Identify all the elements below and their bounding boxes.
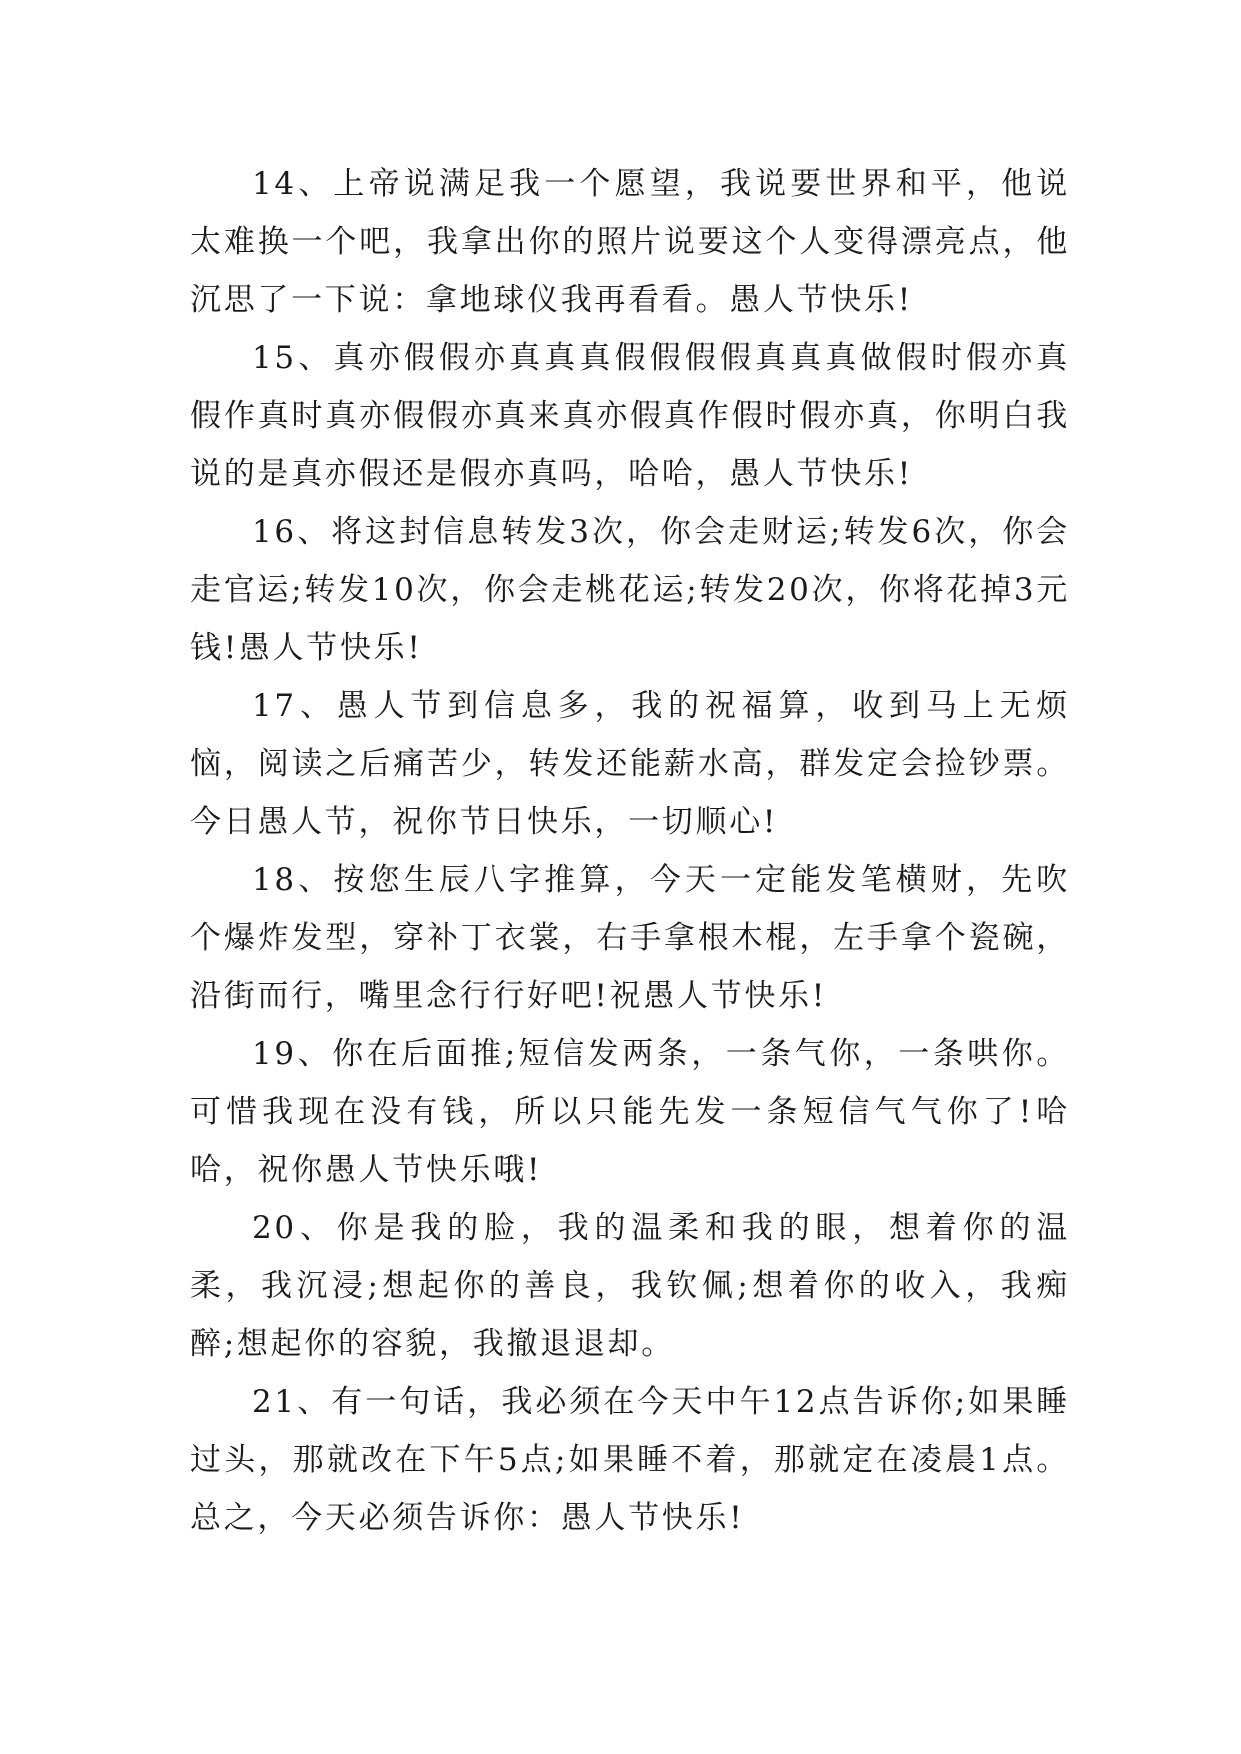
paragraph-15: 15、真亦假假亦真真真假假假假真真真做假时假亦真假作真时真亦假假亦真来真亦假真作假时假亦真，你明白我说的是真亦假还是假亦真吗，哈哈，愚人节快乐! (190, 340, 1070, 492)
paragraph-21: 21、有一句话，我必须在今天中午12点告诉你;如果睡过头，那就改在下午5点;如果睡不着，那就定在凌晨1点。总之，今天必须告诉你：愚人节快乐! (190, 1384, 1070, 1536)
document-body (190, 155, 1070, 1547)
paragraph-16: 16、将这封信息转发3次，你会走财运;转发6次，你会走官运;转发10次，你会走桃花运;转发20次，你将花掉3元钱!愚人节快乐! (190, 514, 1070, 666)
paragraph-17: 17、愚人节到信息多，我的祝福算，收到马上无烦恼，阅读之后痛苦少，转发还能薪水高，群发定会捡钞票。今日愚人节，祝你节日快乐，一切顺心! (190, 688, 1070, 840)
paragraph-18: 18、按您生辰八字推算，今天一定能发笔横财，先吹个爆炸发型，穿补丁衣裳，右手拿根木棍，左手拿个瓷碗，沿街而行，嘴里念行行好吧!祝愚人节快乐! (190, 862, 1070, 1014)
paragraph-19: 19、你在后面推;短信发两条，一条气你，一条哄你。可惜我现在没有钱，所以只能先发一条短信气气你了!哈哈，祝你愚人节快乐哦! (190, 1036, 1070, 1188)
paragraph-20: 20、你是我的脸，我的温柔和我的眼，想着你的温柔，我沉浸;想起你的善良，我钦佩;想着你的收入，我痴醉;想起你的容貌，我撤退退却。 (190, 1210, 1070, 1362)
paragraph-14: 14、上帝说满足我一个愿望，我说要世界和平，他说太难换一个吧，我拿出你的照片说要这个人变得漂亮点，他沉思了一下说：拿地球仪我再看看。愚人节快乐! (190, 166, 1070, 318)
